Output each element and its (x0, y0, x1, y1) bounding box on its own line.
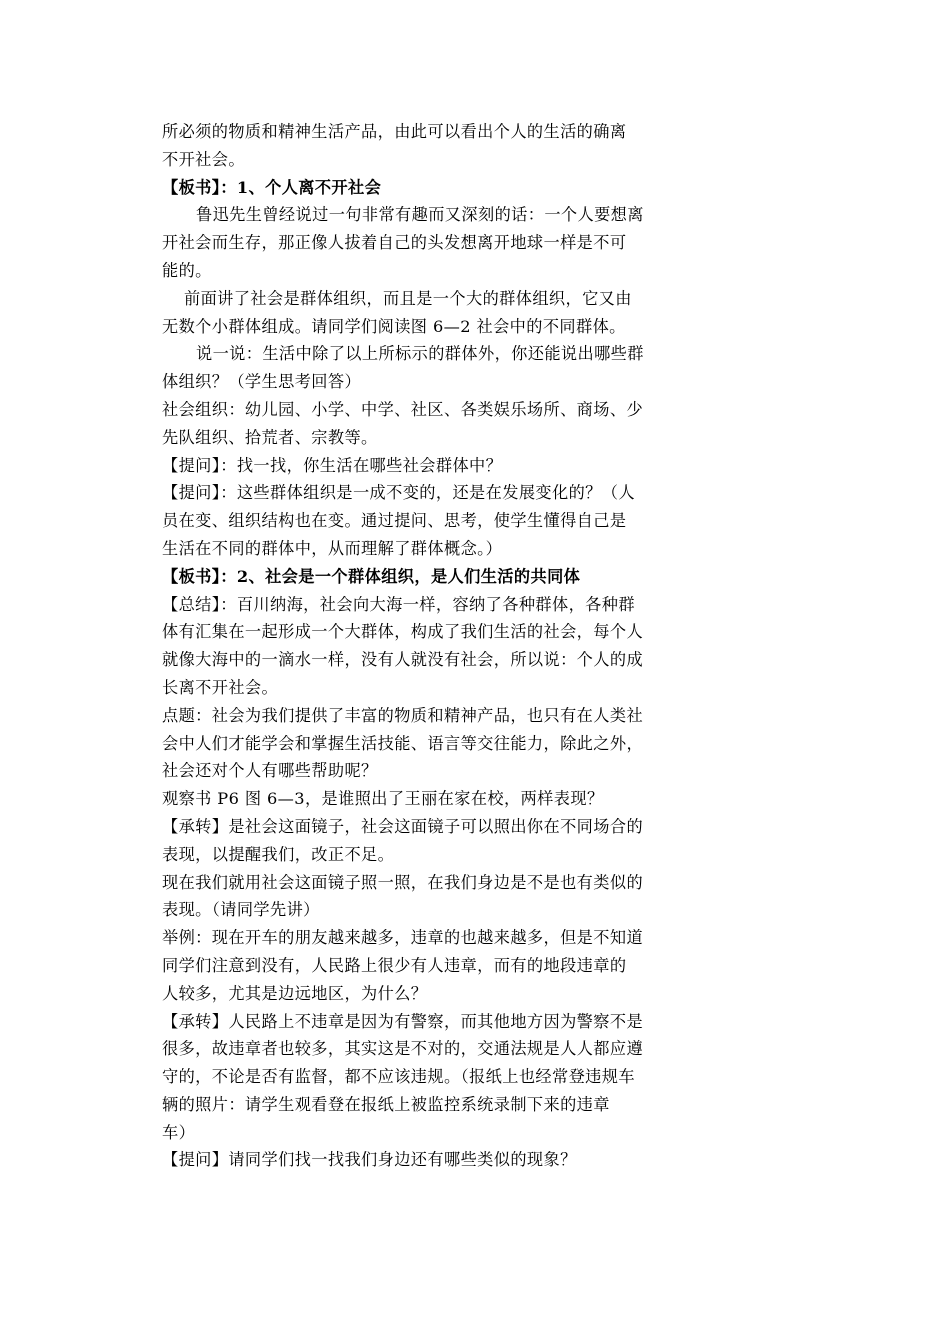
text-line: 【板书】：2、社会是一个群体组织，是人们生活的共同体 (162, 566, 581, 586)
text-line: 开社会而生存，那正像人拔着自己的头发想离开地球一样是不可 (162, 233, 627, 253)
text-line: 会中人们才能学会和掌握生活技能、语言等交往能力，除此之外， (162, 733, 644, 753)
text-line: 无数个小群体组成。请同学们阅读图 6—2 社会中的不同群体。 (162, 316, 626, 336)
text-line: 【承转】是社会这面镜子，社会这面镜子可以照出你在不同场合的 (162, 816, 644, 836)
text-line: 【承转】人民路上不违章是因为有警察，而其他地方因为警察不是 (162, 1011, 644, 1031)
text-line: 说一说：生活中除了以上所标示的群体外，你还能说出哪些群 (196, 344, 644, 364)
text-line: 举例：现在开车的朋友越来越多，违章的也越来越多，但是不知道 (162, 928, 644, 948)
text-line: 先队组织、拾荒者、宗教等。 (162, 427, 378, 447)
document-body (162, 118, 652, 1174)
text-line: 不开社会。 (162, 149, 245, 169)
text-line: 表现。（请同学先讲） (162, 900, 320, 920)
text-line: 辆的照片：请学生观看登在报纸上被监控系统录制下来的违章 (162, 1094, 610, 1114)
text-line: 表现，以提醒我们，改正不足。 (162, 844, 395, 864)
text-line: 体组织？（学生思考回答） (162, 372, 362, 392)
text-line: 【板书】：1、个人离不开社会 (162, 177, 382, 197)
text-line: 同学们注意到没有，人民路上很少有人违章，而有的地段违章的 (162, 955, 627, 975)
text-line: 很多，故违章者也较多，其实这是不对的，交通法规是人人都应遵 (162, 1039, 644, 1059)
text-line: 观察书 P6 图 6—3，是谁照出了王丽在家在校，两样表现？ (162, 789, 604, 809)
text-line: 前面讲了社会是群体组织，而且是一个大的群体组织，它又由 (184, 288, 632, 308)
text-line: 生活在不同的群体中，从而理解了群体概念。） (162, 538, 503, 558)
text-line: 员在变、组织结构也在变。通过提问、思考，使学生懂得自己是 (162, 511, 627, 531)
text-line: 所必须的物质和精神生活产品，由此可以看出个人的生活的确离 (162, 122, 627, 141)
text-line: 【提问】请同学们找一找我们身边还有哪些类似的现象？ (162, 1150, 577, 1170)
text-line: 【提问】：找一找，你生活在哪些社会群体中？ (162, 455, 503, 475)
text-line: 体有汇集在一起形成一个大群体，构成了我们生活的社会，每个人 (162, 622, 644, 642)
text-line: 就像大海中的一滴水一样，没有人就没有社会，所以说：个人的成 (162, 650, 644, 670)
text-line: 鲁迅先生曾经说过一句非常有趣而又深刻的话：一个人要想离 (196, 205, 644, 225)
text-line: 点题：社会为我们提供了丰富的物质和精神产品，也只有在人类社 (162, 705, 644, 725)
text-line: 【提问】：这些群体组织是一成不变的，还是在发展变化的？（人 (162, 483, 635, 503)
text-line: 社会组织：幼儿园、小学、中学、社区、各类娱乐场所、商场、少 (162, 399, 644, 419)
text-line: 【总结】：百川纳海，社会向大海一样，容纳了各种群体，各种群 (162, 594, 635, 614)
text-line: 人较多，尤其是边远地区，为什么？ (162, 983, 428, 1003)
text-line: 能的。 (162, 260, 212, 280)
text-line: 现在我们就用社会这面镜子照一照，在我们身边是不是也有类似的 (162, 872, 644, 892)
text-line: 守的，不论是否有监督，都不应该违规。（报纸上也经常登违规车 (162, 1067, 635, 1087)
text-line: 车） (162, 1122, 196, 1142)
text-line: 长离不开社会。 (162, 677, 279, 697)
text-line: 社会还对个人有哪些帮助呢？ (162, 761, 378, 781)
